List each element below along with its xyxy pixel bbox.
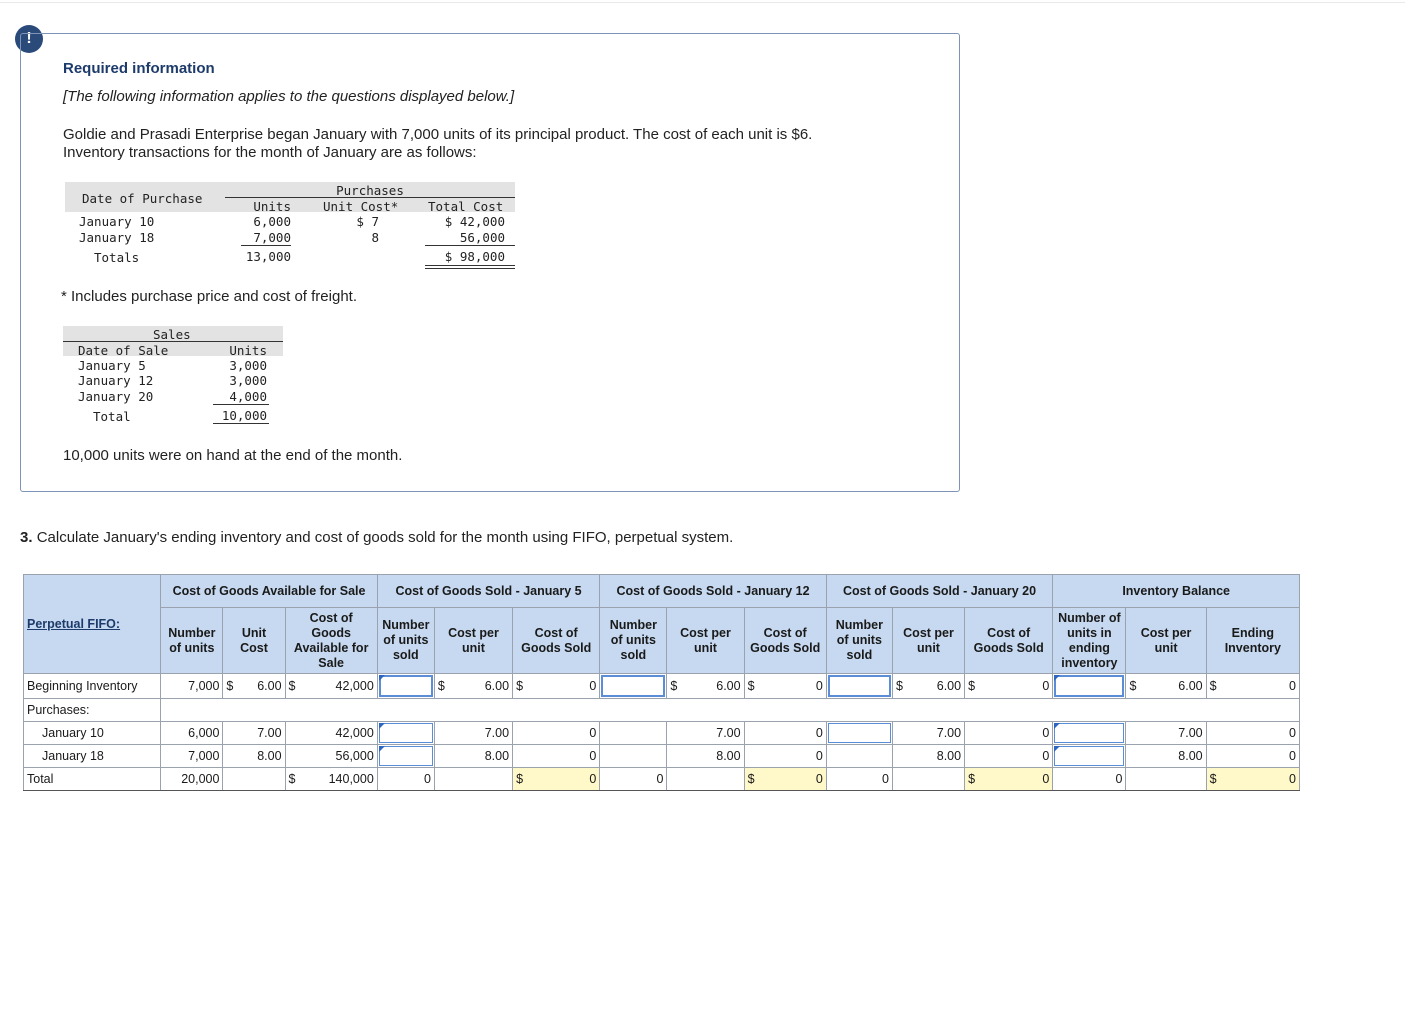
purchases-col-units: Units [253, 199, 291, 214]
units-sold-jan20-input[interactable] [826, 674, 892, 699]
sale-row-units: 3,000 [229, 358, 267, 373]
cell-cpu-jan12: 7.00 [667, 722, 744, 745]
cell-total-ending-inventory: $ 0 [1206, 768, 1299, 791]
sales-group-header: Sales [153, 327, 191, 342]
cell-cpu-balance: 8.00 [1126, 745, 1206, 768]
units-on-hand-text: 10,000 units were on hand at the end of the month. [63, 447, 403, 464]
cell-cogs-jan12: 0 [744, 745, 826, 768]
alert-icon: ! [15, 25, 43, 53]
cell-cogs-jan20: $ 0 [965, 674, 1053, 699]
purchases-col-date: Date of Purchase [82, 191, 203, 206]
purchases-table [65, 182, 515, 272]
units-sold-jan12-input[interactable] [600, 745, 667, 768]
cell-cost-available: $ 42,000 [285, 674, 377, 699]
header-cogs-jan5: Cost of Goods Sold - January 5 [377, 575, 600, 608]
cell-cogs-jan12: $ 0 [744, 674, 826, 699]
cell-cogs-jan20: 0 [965, 722, 1053, 745]
cell-cpu-jan20: $ 6.00 [892, 674, 964, 699]
cell-total-units: 20,000 [161, 768, 223, 791]
group-header-row [24, 575, 1300, 608]
cell-cpu-balance: 7.00 [1126, 722, 1206, 745]
col-cogs-jan20: Cost of Goods Sold [965, 608, 1053, 674]
cell-units: 7,000 [161, 745, 223, 768]
cell-total-units-ending: 0 [1053, 768, 1126, 791]
units-sold-jan20-input[interactable] [826, 745, 892, 768]
cell-cogs-jan12: 0 [744, 722, 826, 745]
sales-total-label: Total [93, 409, 131, 424]
intro-line-2: Inventory transactions for the month of January are as follows: [63, 144, 477, 161]
row-label: January 18 [24, 745, 161, 768]
top-divider [0, 2, 1405, 3]
col-cost-per-unit-jan20: Cost per unit [892, 608, 964, 674]
units-sold-jan5-input[interactable] [377, 674, 434, 699]
cell-cost-available: 56,000 [285, 745, 377, 768]
col-cogs-jan5: Cost of Goods Sold [513, 608, 600, 674]
cell-units: 7,000 [161, 674, 223, 699]
cell-cpu-jan20: 8.00 [892, 745, 964, 768]
sale-row-units: 3,000 [229, 373, 267, 388]
purchase-row-unit-cost: 8 [371, 230, 379, 245]
question-number: 3. [20, 529, 33, 546]
intro-line-1: Goldie and Prasadi Enterprise began January with 7,000 units of its principal product. The cost of each unit is $6. [63, 126, 813, 143]
cell-cogs-jan20: 0 [965, 745, 1053, 768]
purchase-row-units: 7,000 [253, 230, 291, 245]
table-row-total [24, 768, 1300, 791]
empty-cell [434, 768, 512, 791]
purchase-row-total-cost: 56,000 [459, 230, 505, 245]
table-row-purchases-label [24, 699, 1300, 722]
cell-cpu-balance: $ 6.00 [1126, 674, 1206, 699]
cell-ending-inventory: 0 [1206, 745, 1299, 768]
purchases-col-total-cost: Total Cost [428, 199, 504, 214]
required-info-subtitle: [The following information applies to the questions displayed below.] [63, 88, 515, 105]
col-ending-inventory: Ending Inventory [1206, 608, 1299, 674]
cell-total-sold-jan20: 0 [826, 768, 892, 791]
units-ending-input[interactable] [1053, 722, 1126, 745]
units-sold-jan5-input[interactable] [377, 722, 434, 745]
col-number-of-units: Number of units [161, 608, 223, 674]
empty-cell [892, 768, 964, 791]
sale-row-date: January 20 [78, 389, 154, 404]
purchases-col-unit-cost: Unit Cost* [323, 199, 399, 214]
purchase-row-total-cost: $ 42,000 [444, 214, 505, 229]
cell-cpu-jan12: $ 6.00 [667, 674, 744, 699]
cell-unit-cost: 8.00 [223, 745, 285, 768]
sale-row-date: January 12 [78, 373, 154, 388]
col-cost-per-unit-jan5: Cost per unit [434, 608, 512, 674]
purchase-row-date: January 10 [79, 214, 155, 229]
row-label: Purchases: [24, 699, 161, 722]
intro-text [63, 126, 923, 162]
purchase-row-units: 6,000 [253, 214, 291, 229]
cell-cpu-jan5: 7.00 [434, 722, 512, 745]
empty-cell [667, 768, 744, 791]
col-units-ending: Number of units in ending inventory [1053, 608, 1126, 674]
purchases-footnote: * Includes purchase price and cost of freight. [61, 288, 358, 305]
purchase-row-unit-cost: $ 7 [356, 214, 379, 229]
sales-total-units: 10,000 [221, 408, 267, 423]
column-header-row [24, 608, 1300, 674]
units-sold-jan12-input[interactable] [600, 674, 667, 699]
question-prompt [20, 529, 733, 546]
purchases-totals-cost: $ 98,000 [444, 249, 505, 264]
cell-unit-cost: 7.00 [223, 722, 285, 745]
empty-cell [1126, 768, 1206, 791]
col-cogs-jan12: Cost of Goods Sold [744, 608, 826, 674]
header-available-for-sale: Cost of Goods Available for Sale [161, 575, 377, 608]
table-row-beginning-inventory [24, 674, 1300, 699]
row-label: Beginning Inventory [24, 674, 161, 699]
header-inventory-balance: Inventory Balance [1053, 575, 1300, 608]
required-info-box [20, 33, 960, 492]
cell-cpu-jan5: $ 6.00 [434, 674, 512, 699]
purchases-group-header: Purchases [336, 183, 404, 198]
purchases-totals-units: 13,000 [245, 249, 291, 264]
cell-total-cost-available: $ 140,000 [285, 768, 377, 791]
question-text: Calculate January's ending inventory and cost of goods sold for the month using FIFO, perpetual system. [36, 529, 734, 546]
col-units-sold-jan12: Number of units sold [600, 608, 667, 674]
cell-cpu-jan5: 8.00 [434, 745, 512, 768]
sales-col-units: Units [229, 343, 267, 358]
units-sold-jan5-input[interactable] [377, 745, 434, 768]
cell-cpu-jan12: 8.00 [667, 745, 744, 768]
cell-total-sold-jan12: 0 [600, 768, 667, 791]
cell-cogs-jan5: 0 [513, 722, 600, 745]
cell-cpu-jan20: 7.00 [892, 722, 964, 745]
header-cogs-jan20: Cost of Goods Sold - January 20 [826, 575, 1053, 608]
sales-col-date: Date of Sale [78, 343, 169, 358]
fifo-worksheet-table [23, 574, 1300, 791]
units-sold-jan20-input[interactable] [826, 722, 892, 745]
table-row-jan10 [24, 722, 1300, 745]
cell-units: 6,000 [161, 722, 223, 745]
col-units-sold-jan5: Number of units sold [377, 608, 434, 674]
units-ending-input[interactable] [1053, 745, 1126, 768]
cell-total-sold-jan5: 0 [377, 768, 434, 791]
sale-row-date: January 5 [78, 358, 146, 373]
col-cost-per-unit-jan12: Cost per unit [667, 608, 744, 674]
sales-table [63, 326, 285, 426]
perpetual-fifo-label: Perpetual FIFO: [24, 575, 161, 674]
col-units-sold-jan20: Number of units sold [826, 608, 892, 674]
header-cogs-jan12: Cost of Goods Sold - January 12 [600, 575, 827, 608]
empty-cell [223, 768, 285, 791]
purchases-totals-label: Totals [94, 250, 140, 265]
col-cost-available: Cost of Goods Available for Sale [285, 608, 377, 674]
cell-total-cogs-jan5: $ 0 [513, 768, 600, 791]
col-cost-per-unit-balance: Cost per unit [1126, 608, 1206, 674]
required-info-title: Required information [63, 60, 215, 77]
col-unit-cost: Unit Cost [223, 608, 285, 674]
units-ending-input[interactable] [1053, 674, 1126, 699]
row-label: January 10 [24, 722, 161, 745]
cell-unit-cost: $ 6.00 [223, 674, 285, 699]
units-sold-jan12-input[interactable] [600, 722, 667, 745]
purchase-row-date: January 18 [79, 230, 155, 245]
cell-cogs-jan5: 0 [513, 745, 600, 768]
cell-ending-inventory: 0 [1206, 722, 1299, 745]
cell-ending-inventory: $ 0 [1206, 674, 1299, 699]
cell-total-cogs-jan20: $ 0 [965, 768, 1053, 791]
table-row-jan18 [24, 745, 1300, 768]
sale-row-units: 4,000 [229, 389, 267, 404]
cell-total-cogs-jan12: $ 0 [744, 768, 826, 791]
cell-cogs-jan5: $ 0 [513, 674, 600, 699]
cell-cost-available: 42,000 [285, 722, 377, 745]
row-label: Total [24, 768, 161, 791]
empty-cell [161, 699, 1300, 722]
